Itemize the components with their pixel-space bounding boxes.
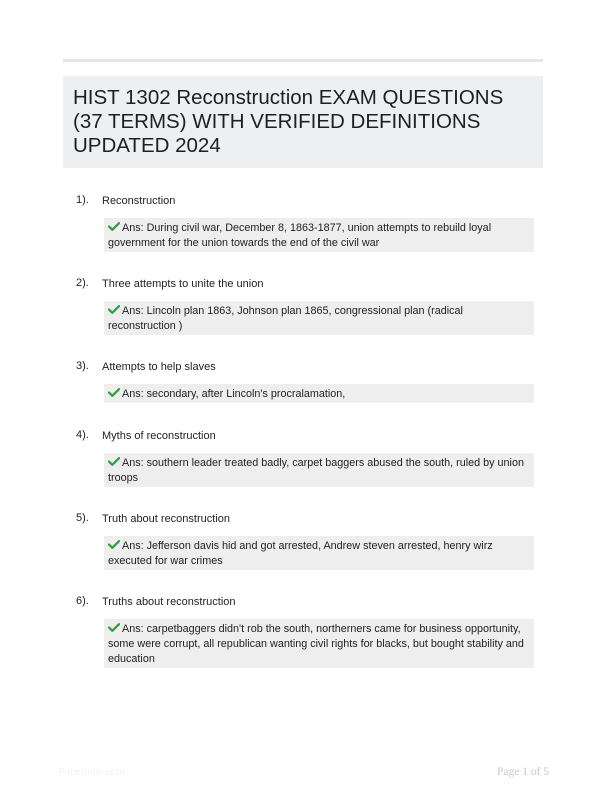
question-term: Reconstruction xyxy=(102,195,176,207)
question-term: Attempts to help slaves xyxy=(102,361,216,373)
check-icon xyxy=(108,457,120,466)
answer-box xyxy=(104,384,534,403)
answer-box xyxy=(104,218,534,252)
footer-watermark: Paperfolio.com xyxy=(58,767,125,778)
title-block xyxy=(63,76,543,168)
question-number: 2). xyxy=(76,277,89,289)
question-term: Myths of reconstruction xyxy=(102,430,216,442)
question-term: Three attempts to unite the union xyxy=(102,278,264,290)
page-indicator: Page 1 of 5 xyxy=(497,766,550,778)
answer-text: Ans: Jefferson davis hid and got arrested, Andrew steven arrested, henry wirz executed for war crimes xyxy=(108,540,493,567)
check-icon xyxy=(108,623,120,632)
answer-text: Ans: Lincoln plan 1863, Johnson plan 1865, congressional plan (radical reconstruction ) xyxy=(108,305,463,332)
answer-box xyxy=(104,453,534,487)
question-number: 1). xyxy=(76,194,89,206)
question-number: 5). xyxy=(76,512,89,524)
question-term: Truths about reconstruction xyxy=(102,596,236,608)
answer-box xyxy=(104,619,534,668)
check-icon xyxy=(108,222,120,231)
question-term: Truth about reconstruction xyxy=(102,513,230,525)
answer-text: Ans: carpetbaggers didn't rob the south, northerners came for business opportunity, some were corrupt, all republican wanting civil rights for blacks, but bought stability and education xyxy=(108,623,524,665)
check-icon xyxy=(108,305,120,314)
document-title: HIST 1302 Reconstruction EXAM QUESTIONS (37 TERMS) WITH VERIFIED DEFINITIONS UPDATED 2024 xyxy=(73,86,504,157)
check-icon xyxy=(108,540,120,549)
answer-text: Ans: secondary, after Lincoln's procralamation, xyxy=(122,388,346,400)
top-divider xyxy=(63,59,543,62)
question-number: 6). xyxy=(76,595,89,607)
check-icon xyxy=(108,388,120,397)
answer-box xyxy=(104,301,534,335)
answer-text: Ans: During civil war, December 8, 1863-1877, union attempts to rebuild loyal government for the union towards the end of the civil war xyxy=(108,222,492,249)
answer-text: Ans: southern leader treated badly, carpet baggers abused the south, ruled by union troops xyxy=(108,457,524,484)
question-number: 3). xyxy=(76,360,89,372)
question-number: 4). xyxy=(76,429,89,441)
answer-box xyxy=(104,536,534,570)
